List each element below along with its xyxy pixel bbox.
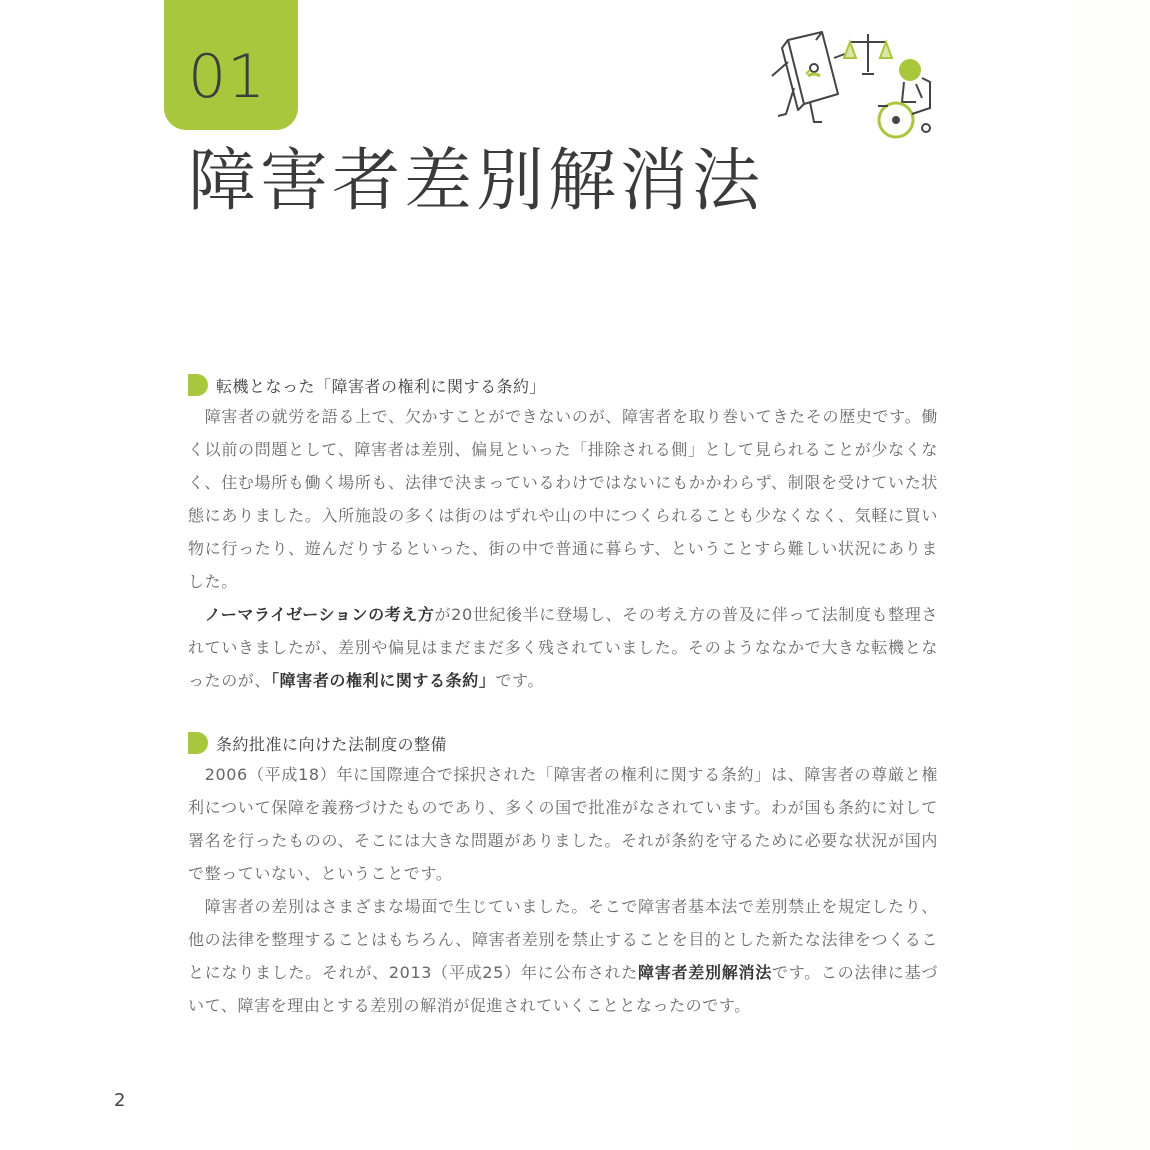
page-title: 障害者差別解消法: [188, 142, 765, 221]
paragraph-text: 障害者の就労を語る上で、欠かすことができないのが、障害者を取り巻いてきたその歴史です。働く以前の問題として、障害者は差別、偏見といった「排除される側」として見られることが少なくなく、住む場所も働く場所も、法律で決まっているわけではないにもかかわらず、制限を受けていた状態にありました。入所施設の多くは街のはずれや山の中につくられることも少なくなく、気軽に買い物に行ったり、遊んだりするといった、街の中で普通に暮らす、ということすら難しい状況にありました。: [188, 407, 938, 591]
section-heading-text: 条約批准に向けた法制度の整備: [216, 734, 448, 754]
paragraph: [188, 890, 938, 1022]
page-edge: [1070, 0, 1150, 1150]
heading-marker-icon: [188, 374, 208, 396]
paragraph-text: が20世紀後半に登場し、その考え方の普及に伴って法制度も整理されていきましたが、差別や偏見はまだまだ多く残されていました。そのようななかで大きな転機となったのが、: [188, 605, 938, 690]
section-heading: [188, 370, 938, 400]
paragraph: [188, 598, 938, 697]
law-book-scales-wheelchair-illustration: [758, 18, 948, 142]
scales-of-justice-icon: [844, 34, 892, 74]
heading-marker-icon: [188, 732, 208, 754]
emphasis-text: ノーマライゼーションの考え方: [204, 605, 435, 624]
wheelchair-user-icon: [878, 60, 930, 137]
emphasis-text: 障害者差別解消法: [638, 963, 772, 982]
paragraph-text: 障害者の差別はさまざまな場面で生じていました。そこで障害者基本法で差別禁止を規定したり、他の法律を整理することはもちろん、障害者差別を禁止することを目的とした新たな法律をつくることになりました。それが、2013（平成25）年に公布された: [188, 897, 938, 982]
page-number: 2: [114, 1090, 126, 1111]
emphasis-text: 「障害者の権利に関する条約」: [271, 671, 496, 690]
paragraph-text: です。この法律に基づいて、障害を理由とする差別の解消が促進されていくこととなったのです。: [188, 963, 938, 1015]
paragraph-text: です。: [495, 671, 544, 690]
chapter-number: 01: [188, 42, 267, 112]
section-convention: [188, 370, 938, 697]
section-heading-text: 転機となった「障害者の権利に関する条約」: [216, 376, 547, 396]
section-heading: [188, 728, 938, 758]
paragraph: [188, 400, 938, 598]
book-character-icon: [772, 32, 850, 122]
paragraph-text: 2006（平成18）年に国際連合で採択された「障害者の権利に関する条約」は、障害者の尊厳と権利について保障を義務づけたものであり、多くの国で批准がなされています。わが国も条約に対して署名を行ったものの、そこには大きな問題がありました。それが条約を守るために必要な状況が国内で整っていない、ということです。: [188, 765, 938, 883]
paragraph: [188, 758, 938, 890]
section-legal-system: [188, 728, 938, 1022]
